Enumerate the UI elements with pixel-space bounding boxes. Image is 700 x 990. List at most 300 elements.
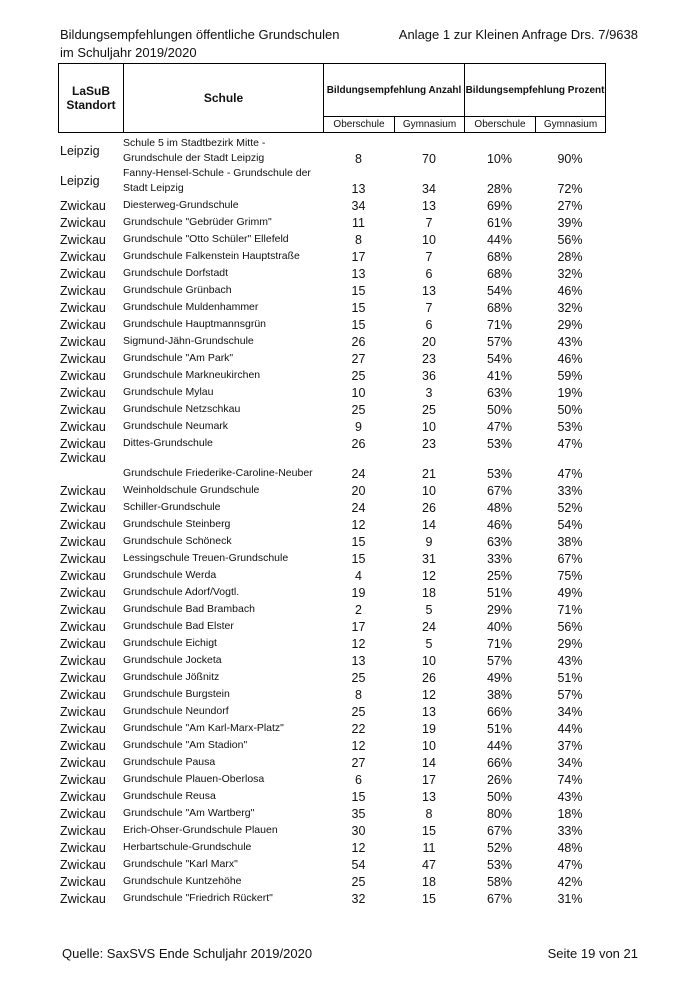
table-row bbox=[58, 315, 605, 332]
cell-anzahl-gymnasium: 21 bbox=[422, 467, 436, 481]
cell-prozent-oberschule: 47% bbox=[486, 420, 513, 434]
cell-standort: Zwickau bbox=[60, 420, 106, 434]
cell-anzahl-oberschule: 15 bbox=[351, 318, 366, 332]
cell-schule: Grundschule Jocketa bbox=[123, 654, 222, 666]
cell-standort: Zwickau bbox=[60, 824, 106, 838]
cell-schule: Grundschule "Am Wartberg" bbox=[123, 807, 255, 819]
table-row bbox=[58, 532, 605, 549]
cell-anzahl-gymnasium: 24 bbox=[422, 620, 436, 634]
cell-anzahl-gymnasium: 13 bbox=[422, 199, 436, 213]
table-row bbox=[58, 736, 605, 753]
cell-anzahl-oberschule: 12 bbox=[351, 739, 366, 753]
table-row bbox=[58, 264, 605, 281]
cell-anzahl-gymnasium: 31 bbox=[422, 552, 436, 566]
cell-anzahl-oberschule: 20 bbox=[351, 484, 366, 498]
cell-standort: Zwickau bbox=[60, 892, 106, 906]
table-row bbox=[58, 889, 605, 906]
table-row bbox=[58, 366, 605, 383]
cell-standort: Zwickau bbox=[60, 654, 106, 668]
table-row bbox=[58, 719, 605, 736]
cell-prozent-oberschule: 49% bbox=[486, 671, 513, 685]
cell-schule: Grundschule Plauen-Oberlosa bbox=[123, 773, 265, 785]
table-row bbox=[58, 498, 605, 515]
title-line-2: im Schuljahr 2019/2020 bbox=[60, 45, 197, 60]
cell-schule: Grundschule Neundorf bbox=[123, 705, 229, 717]
cell-prozent-oberschule: 44% bbox=[486, 739, 513, 753]
cell-standort: Zwickau bbox=[60, 552, 106, 566]
cell-standort: Zwickau bbox=[60, 267, 106, 281]
cell-anzahl-gymnasium: 12 bbox=[422, 569, 436, 583]
cell-prozent-gymnasium: 46% bbox=[557, 284, 583, 298]
cell-anzahl-oberschule: 24 bbox=[351, 501, 366, 515]
cell-prozent-gymnasium: 90% bbox=[557, 152, 583, 166]
table-row bbox=[58, 196, 605, 213]
cell-prozent-gymnasium: 37% bbox=[557, 739, 583, 753]
cell-prozent-oberschule: 53% bbox=[486, 437, 513, 451]
cell-anzahl-gymnasium: 15 bbox=[422, 824, 436, 838]
cell-schule: Grundschule "Friedrich Rückert" bbox=[123, 892, 273, 904]
header-group-prozent: Bildungsempfehlung Prozent bbox=[465, 64, 606, 117]
cell-anzahl-gymnasium: 5 bbox=[425, 637, 433, 651]
table-row bbox=[58, 668, 605, 685]
cell-anzahl-gymnasium: 11 bbox=[422, 841, 436, 855]
cell-prozent-gymnasium: 47% bbox=[557, 467, 583, 481]
cell-anzahl-oberschule: 4 bbox=[355, 569, 362, 583]
table-body bbox=[58, 136, 605, 906]
cell-schule: Grundschule Neumark bbox=[123, 420, 229, 432]
cell-schule: Grundschule Steinberg bbox=[123, 518, 231, 530]
cell-prozent-gymnasium: 50% bbox=[557, 403, 583, 417]
table-row bbox=[58, 651, 605, 668]
cell-prozent-oberschule: 53% bbox=[486, 858, 513, 872]
cell-anzahl-gymnasium: 20 bbox=[422, 335, 436, 349]
cell-anzahl-oberschule: 15 bbox=[351, 284, 366, 298]
cell-anzahl-gymnasium: 34 bbox=[422, 182, 436, 196]
cell-anzahl-oberschule: 13 bbox=[351, 182, 366, 196]
cell-standort: Zwickau bbox=[60, 671, 106, 685]
table-row bbox=[58, 855, 605, 872]
cell-anzahl-oberschule: 54 bbox=[351, 858, 366, 872]
cell-anzahl-gymnasium: 26 bbox=[422, 671, 436, 685]
cell-anzahl-oberschule: 27 bbox=[351, 352, 366, 366]
cell-anzahl-oberschule: 9 bbox=[355, 420, 362, 434]
cell-prozent-oberschule: 71% bbox=[486, 318, 513, 332]
cell-anzahl-oberschule: 24 bbox=[351, 467, 366, 481]
cell-prozent-oberschule: 33% bbox=[486, 552, 513, 566]
page-number: Seite 19 von 21 bbox=[547, 946, 638, 961]
cell-schule: Grundschule Pausa bbox=[123, 756, 216, 768]
cell-prozent-oberschule: 69% bbox=[486, 199, 513, 213]
cell-standort: Zwickau bbox=[60, 352, 106, 366]
cell-prozent-oberschule: 25% bbox=[486, 569, 513, 583]
cell-schule: Herbartschule-Grundschule bbox=[123, 841, 252, 853]
cell-anzahl-gymnasium: 25 bbox=[422, 403, 436, 417]
subheader-prozent-gymnasium: Gymnasium bbox=[536, 117, 606, 133]
table-row bbox=[58, 753, 605, 770]
cell-anzahl-gymnasium: 13 bbox=[422, 790, 436, 804]
cell-standort: Zwickau bbox=[60, 318, 106, 332]
title-line-1: Bildungsempfehlungen öffentliche Grundschulen bbox=[60, 27, 340, 42]
cell-schule: Grundschule Friederike-Caroline-Neuber bbox=[123, 467, 313, 479]
cell-anzahl-oberschule: 27 bbox=[351, 756, 366, 770]
cell-anzahl-oberschule: 17 bbox=[351, 620, 366, 634]
table-row bbox=[58, 770, 605, 787]
table-row bbox=[58, 549, 605, 566]
cell-prozent-gymnasium: 33% bbox=[557, 484, 583, 498]
cell-anzahl-oberschule: 25 bbox=[351, 671, 366, 685]
cell-prozent-gymnasium: 28% bbox=[557, 250, 583, 264]
cell-anzahl-oberschule: 15 bbox=[351, 552, 366, 566]
cell-anzahl-gymnasium: 13 bbox=[422, 705, 436, 719]
cell-schule: Weinholdschule Grundschule bbox=[123, 484, 260, 496]
cell-prozent-oberschule: 44% bbox=[486, 233, 513, 247]
cell-prozent-gymnasium: 56% bbox=[557, 233, 583, 247]
cell-anzahl-gymnasium: 8 bbox=[425, 807, 433, 821]
table-row bbox=[58, 481, 605, 498]
cell-schule: Grundschule "Am Stadion" bbox=[123, 739, 248, 751]
cell-prozent-oberschule: 57% bbox=[486, 654, 513, 668]
cell-schule: Grundschule "Karl Marx" bbox=[123, 858, 238, 870]
cell-anzahl-gymnasium: 14 bbox=[422, 756, 436, 770]
cell-anzahl-oberschule: 32 bbox=[351, 892, 366, 906]
cell-schule: Dittes-Grundschule bbox=[123, 437, 213, 449]
cell-schule: Diesterweg-Grundschule bbox=[123, 199, 239, 211]
table-row bbox=[58, 451, 605, 481]
document-title bbox=[60, 26, 339, 62]
cell-schule: Grundschule "Am Park" bbox=[123, 352, 234, 364]
cell-anzahl-oberschule: 8 bbox=[355, 152, 362, 166]
cell-standort: Zwickau bbox=[60, 586, 106, 600]
cell-prozent-oberschule: 48% bbox=[486, 501, 513, 515]
table-row bbox=[58, 838, 605, 855]
cell-standort: Leipzig bbox=[60, 144, 100, 158]
cell-prozent-oberschule: 51% bbox=[486, 722, 513, 736]
cell-schule: Schule 5 im Stadtbezirk Mitte - Grundschule der Stadt Leipzig bbox=[123, 137, 266, 164]
cell-schule: Grundschule "Otto Schüler" Ellefeld bbox=[123, 233, 289, 245]
cell-anzahl-gymnasium: 9 bbox=[425, 535, 433, 549]
cell-standort: Zwickau bbox=[60, 569, 106, 583]
subheader-prozent-oberschule: Oberschule bbox=[465, 117, 536, 133]
cell-anzahl-oberschule: 12 bbox=[351, 841, 366, 855]
header-group-anzahl: Bildungsempfehlung Anzahl bbox=[324, 64, 465, 117]
cell-schule: Grundschule Schöneck bbox=[123, 535, 232, 547]
table-row bbox=[58, 213, 605, 230]
cell-standort: Zwickau bbox=[60, 875, 106, 889]
cell-standort: Zwickau bbox=[60, 756, 106, 770]
cell-anzahl-gymnasium: 18 bbox=[422, 586, 436, 600]
cell-prozent-gymnasium: 32% bbox=[557, 267, 583, 281]
cell-prozent-gymnasium: 75% bbox=[557, 569, 583, 583]
cell-anzahl-gymnasium: 19 bbox=[422, 722, 436, 736]
cell-anzahl-oberschule: 8 bbox=[355, 688, 362, 702]
cell-anzahl-oberschule: 35 bbox=[351, 807, 366, 821]
cell-standort: Zwickau bbox=[60, 335, 106, 349]
cell-schule: Grundschule "Gebrüder Grimm" bbox=[123, 216, 272, 228]
cell-prozent-oberschule: 68% bbox=[486, 250, 513, 264]
cell-prozent-oberschule: 67% bbox=[486, 824, 513, 838]
table-row bbox=[58, 349, 605, 366]
cell-prozent-gymnasium: 46% bbox=[557, 352, 583, 366]
cell-prozent-oberschule: 40% bbox=[486, 620, 513, 634]
cell-prozent-oberschule: 52% bbox=[486, 841, 513, 855]
cell-prozent-gymnasium: 51% bbox=[557, 671, 583, 685]
cell-anzahl-oberschule: 19 bbox=[351, 586, 366, 600]
table-row bbox=[58, 634, 605, 651]
table-row bbox=[58, 166, 605, 196]
table-row bbox=[58, 617, 605, 634]
header-standort: LaSuB Standort bbox=[59, 64, 124, 133]
header-schule: Schule bbox=[124, 64, 324, 133]
cell-anzahl-gymnasium: 7 bbox=[425, 250, 433, 264]
cell-anzahl-gymnasium: 3 bbox=[425, 386, 433, 400]
cell-standort: Zwickau bbox=[60, 518, 106, 532]
cell-prozent-oberschule: 54% bbox=[486, 352, 513, 366]
cell-standort: Zwickau bbox=[60, 841, 106, 855]
cell-prozent-oberschule: 63% bbox=[486, 386, 513, 400]
cell-schule: Schiller-Grundschule bbox=[123, 501, 221, 513]
annex-label: Anlage 1 zur Kleinen Anfrage Drs. 7/9638 bbox=[398, 27, 638, 42]
cell-prozent-oberschule: 51% bbox=[486, 586, 513, 600]
cell-standort: Zwickau bbox=[60, 773, 106, 787]
cell-anzahl-gymnasium: 12 bbox=[422, 688, 436, 702]
cell-prozent-oberschule: 46% bbox=[486, 518, 513, 532]
cell-prozent-oberschule: 26% bbox=[486, 773, 513, 787]
cell-anzahl-oberschule: 15 bbox=[351, 301, 366, 315]
table-row bbox=[58, 583, 605, 600]
cell-prozent-gymnasium: 48% bbox=[557, 841, 583, 855]
cell-anzahl-gymnasium: 7 bbox=[425, 216, 433, 230]
cell-anzahl-oberschule: 12 bbox=[351, 518, 366, 532]
cell-prozent-gymnasium: 43% bbox=[557, 335, 583, 349]
cell-standort: Zwickau bbox=[60, 284, 106, 298]
cell-anzahl-oberschule: 25 bbox=[351, 369, 366, 383]
cell-standort: Zwickau bbox=[60, 437, 106, 451]
cell-standort: Zwickau bbox=[60, 790, 106, 804]
cell-standort: Zwickau bbox=[60, 369, 106, 383]
cell-standort: Zwickau bbox=[60, 858, 106, 872]
cell-prozent-oberschule: 68% bbox=[486, 267, 513, 281]
cell-prozent-gymnasium: 47% bbox=[557, 858, 583, 872]
cell-anzahl-gymnasium: 23 bbox=[422, 437, 436, 451]
cell-anzahl-oberschule: 10 bbox=[351, 386, 366, 400]
cell-standort: Zwickau bbox=[60, 739, 106, 753]
cell-prozent-gymnasium: 43% bbox=[557, 654, 583, 668]
cell-standort: Zwickau bbox=[60, 705, 106, 719]
cell-prozent-oberschule: 41% bbox=[486, 369, 513, 383]
cell-anzahl-gymnasium: 7 bbox=[425, 301, 433, 315]
cell-prozent-gymnasium: 56% bbox=[557, 620, 583, 634]
cell-prozent-gymnasium: 42% bbox=[557, 875, 583, 889]
cell-prozent-oberschule: 58% bbox=[486, 875, 513, 889]
cell-prozent-gymnasium: 57% bbox=[557, 688, 583, 702]
table-row bbox=[58, 434, 605, 451]
cell-schule: Grundschule Jößnitz bbox=[123, 671, 220, 683]
cell-standort: Zwickau bbox=[60, 301, 106, 315]
cell-prozent-gymnasium: 49% bbox=[557, 586, 583, 600]
cell-anzahl-oberschule: 13 bbox=[351, 654, 366, 668]
table-row bbox=[58, 400, 605, 417]
cell-standort: Zwickau bbox=[60, 484, 106, 498]
cell-schule: Grundschule "Am Karl-Marx-Platz" bbox=[123, 722, 284, 734]
cell-schule: Grundschule Falkenstein Hauptstraße bbox=[123, 250, 300, 262]
cell-schule: Grundschule Eichigt bbox=[123, 637, 217, 649]
cell-prozent-gymnasium: 52% bbox=[557, 501, 583, 515]
cell-standort: Zwickau bbox=[60, 722, 106, 736]
cell-standort: Zwickau bbox=[60, 535, 106, 549]
cell-prozent-gymnasium: 34% bbox=[557, 756, 583, 770]
cell-anzahl-gymnasium: 10 bbox=[422, 420, 436, 434]
cell-anzahl-oberschule: 6 bbox=[355, 773, 362, 787]
cell-prozent-oberschule: 10% bbox=[486, 152, 513, 166]
cell-standort: Zwickau bbox=[60, 637, 106, 651]
cell-anzahl-gymnasium: 13 bbox=[422, 284, 436, 298]
table-row bbox=[58, 804, 605, 821]
cell-prozent-oberschule: 57% bbox=[486, 335, 513, 349]
table-header bbox=[58, 63, 606, 133]
cell-anzahl-oberschule: 11 bbox=[352, 216, 365, 230]
table-row bbox=[58, 515, 605, 532]
cell-anzahl-gymnasium: 47 bbox=[422, 858, 436, 872]
cell-prozent-gymnasium: 29% bbox=[557, 637, 583, 651]
cell-schule: Grundschule Dorfstadt bbox=[123, 267, 229, 279]
cell-prozent-oberschule: 61% bbox=[486, 216, 513, 230]
cell-prozent-oberschule: 53% bbox=[486, 467, 513, 481]
cell-anzahl-oberschule: 26 bbox=[351, 437, 366, 451]
cell-prozent-oberschule: 68% bbox=[486, 301, 513, 315]
cell-anzahl-gymnasium: 10 bbox=[422, 484, 436, 498]
cell-prozent-gymnasium: 59% bbox=[557, 369, 583, 383]
cell-schule: Grundschule Grünbach bbox=[123, 284, 232, 296]
cell-prozent-gymnasium: 18% bbox=[557, 807, 583, 821]
cell-schule: Grundschule Burgstein bbox=[123, 688, 230, 700]
cell-standort: Zwickau bbox=[60, 216, 106, 230]
cell-anzahl-gymnasium: 26 bbox=[422, 501, 436, 515]
cell-schule: Sigmund-Jähn-Grundschule bbox=[123, 335, 254, 347]
cell-anzahl-oberschule: 30 bbox=[351, 824, 366, 838]
table-row bbox=[58, 136, 605, 166]
cell-schule: Erich-Ohser-Grundschule Plauen bbox=[123, 824, 278, 836]
cell-anzahl-oberschule: 25 bbox=[351, 403, 366, 417]
cell-anzahl-oberschule: 15 bbox=[351, 790, 366, 804]
cell-anzahl-oberschule: 34 bbox=[351, 199, 366, 213]
cell-prozent-oberschule: 29% bbox=[486, 603, 513, 617]
cell-standort: Leipzig bbox=[60, 174, 100, 188]
table-row bbox=[58, 332, 605, 349]
cell-anzahl-gymnasium: 6 bbox=[425, 267, 433, 281]
cell-schule: Grundschule Muldenhammer bbox=[123, 301, 259, 313]
cell-anzahl-gymnasium: 17 bbox=[422, 773, 436, 787]
cell-prozent-oberschule: 50% bbox=[486, 790, 513, 804]
cell-prozent-gymnasium: 32% bbox=[557, 301, 583, 315]
table-row bbox=[58, 383, 605, 400]
cell-prozent-oberschule: 28% bbox=[486, 182, 513, 196]
cell-anzahl-gymnasium: 10 bbox=[422, 233, 436, 247]
cell-anzahl-oberschule: 8 bbox=[355, 233, 362, 247]
table-row bbox=[58, 872, 605, 889]
cell-prozent-gymnasium: 34% bbox=[557, 705, 583, 719]
table-row bbox=[58, 247, 605, 264]
cell-anzahl-oberschule: 25 bbox=[351, 875, 366, 889]
cell-anzahl-oberschule: 2 bbox=[355, 603, 362, 617]
cell-standort: Zwickau bbox=[60, 403, 106, 417]
cell-prozent-gymnasium: 33% bbox=[557, 824, 583, 838]
cell-standort: Zwickau bbox=[60, 250, 106, 264]
cell-prozent-gymnasium: 29% bbox=[557, 318, 583, 332]
cell-prozent-gymnasium: 54% bbox=[557, 518, 583, 532]
cell-schule: Grundschule Markneukirchen bbox=[123, 369, 261, 381]
cell-schule: Grundschule Adorf/Vogtl. bbox=[123, 586, 240, 598]
cell-prozent-oberschule: 63% bbox=[486, 535, 513, 549]
cell-anzahl-gymnasium: 10 bbox=[422, 654, 436, 668]
cell-anzahl-oberschule: 22 bbox=[351, 722, 366, 736]
cell-standort: Zwickau bbox=[60, 199, 106, 213]
cell-anzahl-gymnasium: 15 bbox=[422, 892, 436, 906]
cell-standort: Zwickau bbox=[60, 688, 106, 702]
cell-prozent-oberschule: 66% bbox=[486, 756, 513, 770]
cell-anzahl-gymnasium: 6 bbox=[425, 318, 433, 332]
cell-prozent-gymnasium: 71% bbox=[557, 603, 583, 617]
table-row bbox=[58, 298, 605, 315]
cell-anzahl-gymnasium: 14 bbox=[422, 518, 436, 532]
table-row bbox=[58, 281, 605, 298]
cell-schule: Lessingschule Treuen-Grundschule bbox=[123, 552, 289, 564]
table-row bbox=[58, 821, 605, 838]
cell-anzahl-gymnasium: 70 bbox=[422, 152, 436, 166]
cell-prozent-gymnasium: 31% bbox=[557, 892, 583, 906]
cell-prozent-gymnasium: 74% bbox=[557, 773, 583, 787]
cell-schule: Grundschule Reusa bbox=[123, 790, 216, 802]
cell-anzahl-oberschule: 26 bbox=[351, 335, 366, 349]
cell-schule: Grundschule Bad Brambach bbox=[123, 603, 255, 615]
cell-standort: Zwickau bbox=[60, 807, 106, 821]
cell-prozent-gymnasium: 47% bbox=[557, 437, 583, 451]
cell-prozent-oberschule: 38% bbox=[486, 688, 513, 702]
cell-schule: Grundschule Mylau bbox=[123, 386, 214, 398]
table-row bbox=[58, 685, 605, 702]
cell-anzahl-oberschule: 17 bbox=[351, 250, 366, 264]
cell-prozent-oberschule: 71% bbox=[486, 637, 513, 651]
cell-prozent-gymnasium: 44% bbox=[557, 722, 583, 736]
cell-standort: Zwickau bbox=[60, 501, 106, 515]
cell-anzahl-oberschule: 15 bbox=[351, 535, 366, 549]
cell-prozent-oberschule: 54% bbox=[486, 284, 513, 298]
subheader-anzahl-oberschule: Oberschule bbox=[324, 117, 395, 133]
cell-prozent-oberschule: 50% bbox=[486, 403, 513, 417]
cell-standort: Zwickau bbox=[60, 451, 106, 465]
recommendations-table bbox=[58, 63, 605, 906]
cell-prozent-gymnasium: 19% bbox=[557, 386, 583, 400]
cell-prozent-oberschule: 80% bbox=[486, 807, 513, 821]
table-row bbox=[58, 566, 605, 583]
cell-anzahl-gymnasium: 18 bbox=[422, 875, 436, 889]
cell-schule: Grundschule Kuntzehöhe bbox=[123, 875, 242, 887]
table-row bbox=[58, 417, 605, 434]
cell-anzahl-gymnasium: 36 bbox=[422, 369, 436, 383]
cell-prozent-gymnasium: 39% bbox=[557, 216, 583, 230]
cell-schule: Grundschule Werda bbox=[123, 569, 217, 581]
cell-standort: Zwickau bbox=[60, 603, 106, 617]
cell-standort: Zwickau bbox=[60, 233, 106, 247]
cell-anzahl-oberschule: 25 bbox=[351, 705, 366, 719]
source-note: Quelle: SaxSVS Ende Schuljahr 2019/2020 bbox=[62, 946, 313, 961]
cell-prozent-oberschule: 67% bbox=[486, 484, 513, 498]
cell-schule: Fanny-Hensel-Schule - Grundschule der Stadt Leipzig bbox=[123, 167, 311, 194]
table-row bbox=[58, 787, 605, 804]
cell-prozent-gymnasium: 38% bbox=[557, 535, 583, 549]
cell-standort: Zwickau bbox=[60, 386, 106, 400]
cell-prozent-gymnasium: 53% bbox=[557, 420, 583, 434]
cell-anzahl-gymnasium: 23 bbox=[422, 352, 436, 366]
